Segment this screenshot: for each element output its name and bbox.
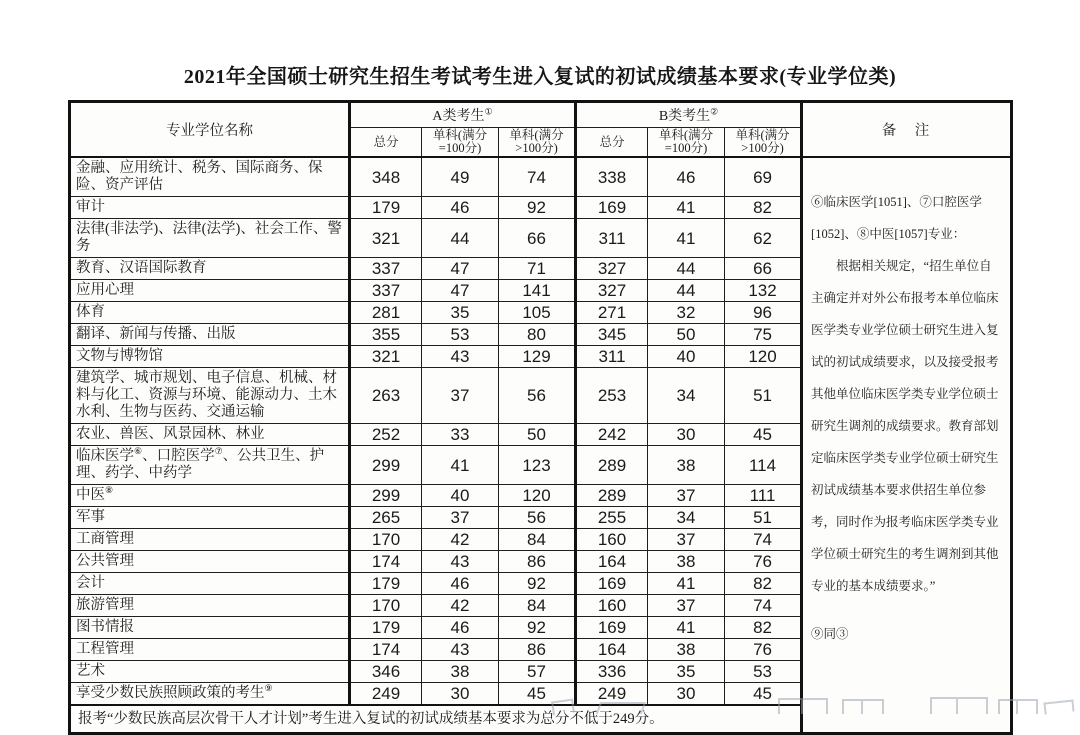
a-score-cell: 80 [499,324,576,346]
degree-name-cell: 体育 [70,302,350,324]
a-score-cell: 38 [422,661,499,683]
a-score-cell: 57 [499,661,576,683]
a-score-cell: 179 [350,617,422,639]
a-score-cell: 86 [499,639,576,661]
a-score-cell: 263 [350,368,422,424]
b-score-cell: 41 [648,573,725,595]
b-score-cell: 169 [576,617,648,639]
a-score-cell: 47 [422,258,499,280]
degree-name-cell: 工商管理 [70,529,350,551]
degree-name-cell: 会计 [70,573,350,595]
a-score-cell: 43 [422,346,499,368]
degree-name-cell: 旅游管理 [70,595,350,617]
b-score-cell: 51 [725,368,802,424]
b-score-cell: 327 [576,280,648,302]
remark-body: 根据相关规定，“招生单位自主确定并对外公布报考本单位临床医学类专业学位硕士研究生进入复试的初试成绩要求，以及接受报考其他单位临床医学类专业学位硕士研究生调剂的成绩要求。教育部划定临床医学类专业学位硕士研究生初试成绩基本要求供招生单位参考，同时作为报考临床医学类专业学位硕士研究生的考生调剂到其他专业的基本成绩要求。” [811,259,999,593]
a-score-cell: 84 [499,595,576,617]
a-score-cell: 265 [350,507,422,529]
col-header-remark: 备 注 [802,102,1012,158]
a-score-cell: 43 [422,639,499,661]
a-score-cell: 174 [350,551,422,573]
degree-name-cell: 审计 [70,197,350,219]
a-score-cell: 120 [499,485,576,507]
a-score-cell: 42 [422,529,499,551]
b-score-cell: 50 [648,324,725,346]
remark-clinical-heading: ⑥临床医学[1051]、⑦口腔医学[1052]、⑧中医[1057]专业： [811,195,982,241]
degree-name-cell: 军事 [70,507,350,529]
a-score-cell: 129 [499,346,576,368]
degree-name-cell: 法律(非法学)、法律(法学)、社会工作、警务 [70,219,350,258]
b-score-cell: 34 [648,507,725,529]
b-score-cell: 114 [725,446,802,485]
a-score-cell: 71 [499,258,576,280]
b-score-cell: 62 [725,219,802,258]
a-score-cell: 43 [422,551,499,573]
b-score-cell: 35 [648,661,725,683]
b-score-cell: 164 [576,551,648,573]
a-score-cell: 321 [350,219,422,258]
degree-name-cell: 金融、应用统计、税务、国际商务、保险、资产评估 [70,157,350,197]
a-score-cell: 33 [422,424,499,446]
a-score-cell: 141 [499,280,576,302]
a-score-cell: 92 [499,573,576,595]
degree-name-cell: 享受少数民族照顾政策的考生⑨ [70,683,350,706]
a-score-cell: 40 [422,485,499,507]
a-score-cell: 299 [350,446,422,485]
b-score-cell: 38 [648,446,725,485]
a-score-cell: 74 [499,157,576,197]
remark-note-9: ⑨同③ [811,627,849,641]
b-score-cell: 82 [725,573,802,595]
b-score-cell: 51 [725,507,802,529]
a-score-cell: 84 [499,529,576,551]
b-score-cell: 37 [648,529,725,551]
degree-name-cell: 艺术 [70,661,350,683]
b-score-cell: 69 [725,157,802,197]
a-score-cell: 50 [499,424,576,446]
a-score-cell: 53 [422,324,499,346]
b-score-cell: 160 [576,595,648,617]
b-score-cell: 74 [725,529,802,551]
table-row [70,157,1012,197]
b-score-cell: 45 [725,424,802,446]
col-header-a-single-100: 单科(满分=100分) [422,128,499,158]
b-score-cell: 37 [648,485,725,507]
b-score-cell: 66 [725,258,802,280]
a-score-cell: 41 [422,446,499,485]
a-score-cell: 170 [350,595,422,617]
b-score-cell: 44 [648,258,725,280]
a-score-cell: 30 [422,683,499,706]
a-score-cell: 92 [499,197,576,219]
a-score-cell: 346 [350,661,422,683]
b-score-cell: 311 [576,219,648,258]
b-score-cell: 338 [576,157,648,197]
remark-cell [802,157,1012,734]
b-score-cell: 76 [725,551,802,573]
a-score-cell: 281 [350,302,422,324]
b-score-cell: 82 [725,617,802,639]
b-score-cell: 253 [576,368,648,424]
degree-name-cell: 图书情报 [70,617,350,639]
col-header-a-single-over-100: 单科(满分>100分) [499,128,576,158]
b-score-cell: 41 [648,617,725,639]
a-score-cell: 249 [350,683,422,706]
b-score-cell: 74 [725,595,802,617]
a-score-cell: 56 [499,368,576,424]
b-score-cell: 44 [648,280,725,302]
b-score-cell: 311 [576,346,648,368]
b-score-cell: 30 [648,424,725,446]
score-table-body [70,157,1012,734]
a-score-cell: 179 [350,197,422,219]
col-header-group-b: B类考生② [576,102,802,128]
b-score-cell: 40 [648,346,725,368]
a-score-cell: 105 [499,302,576,324]
a-score-cell: 355 [350,324,422,346]
a-score-cell: 35 [422,302,499,324]
a-score-cell: 123 [499,446,576,485]
a-score-cell: 348 [350,157,422,197]
header-row-groups [70,102,1012,128]
b-score-cell: 169 [576,573,648,595]
a-score-cell: 46 [422,573,499,595]
score-table [68,100,1013,735]
b-score-cell: 132 [725,280,802,302]
b-score-cell: 38 [648,639,725,661]
b-score-cell: 76 [725,639,802,661]
a-score-cell: 37 [422,368,499,424]
b-score-cell: 249 [576,683,648,706]
a-score-cell: 42 [422,595,499,617]
b-score-cell: 289 [576,446,648,485]
degree-name-cell: 公共管理 [70,551,350,573]
degree-name-cell: 工程管理 [70,639,350,661]
a-score-cell: 46 [422,617,499,639]
b-score-cell: 34 [648,368,725,424]
b-score-cell: 96 [725,302,802,324]
watermark-fragment [1043,699,1074,714]
page-title: 2021年全国硕士研究生招生考试考生进入复试的初试成绩基本要求(专业学位类) [183,66,897,88]
footer-note: 报考“少数民族高层次骨干人才计划”考生进入复试的初试成绩基本要求为总分不低于249分。 [70,705,802,734]
col-header-b-total: 总分 [576,128,648,158]
a-score-cell: 252 [350,424,422,446]
b-score-cell: 53 [725,661,802,683]
a-score-cell: 179 [350,573,422,595]
col-header-b-single-over-100: 单科(满分>100分) [725,128,802,158]
degree-name-cell: 临床医学⑥、口腔医学⑦、公共卫生、护理、药学、中药学 [70,446,350,485]
a-score-cell: 46 [422,197,499,219]
a-score-cell: 56 [499,507,576,529]
a-score-cell: 45 [499,683,576,706]
degree-name-cell: 农业、兽医、风景园林、林业 [70,424,350,446]
b-score-cell: 289 [576,485,648,507]
b-score-cell: 160 [576,529,648,551]
b-score-cell: 327 [576,258,648,280]
b-score-cell: 169 [576,197,648,219]
degree-name-cell: 文物与博物馆 [70,346,350,368]
a-score-cell: 321 [350,346,422,368]
b-score-cell: 45 [725,683,802,706]
b-score-cell: 46 [648,157,725,197]
b-score-cell: 75 [725,324,802,346]
table-header [70,102,1012,158]
b-score-cell: 242 [576,424,648,446]
b-score-cell: 41 [648,197,725,219]
b-score-cell: 37 [648,595,725,617]
degree-name-cell: 建筑学、城市规划、电子信息、机械、材料与化工、资源与环境、能源动力、土木水利、生物与医药、交通运输 [70,368,350,424]
a-score-cell: 86 [499,551,576,573]
a-score-cell: 337 [350,280,422,302]
b-score-cell: 30 [648,683,725,706]
b-score-cell: 32 [648,302,725,324]
b-score-cell: 41 [648,219,725,258]
a-score-cell: 299 [350,485,422,507]
b-score-cell: 164 [576,639,648,661]
b-score-cell: 255 [576,507,648,529]
degree-name-cell: 应用心理 [70,280,350,302]
degree-name-cell: 教育、汉语国际教育 [70,258,350,280]
b-score-cell: 345 [576,324,648,346]
a-score-cell: 337 [350,258,422,280]
b-score-cell: 336 [576,661,648,683]
a-score-cell: 37 [422,507,499,529]
b-score-cell: 82 [725,197,802,219]
b-score-cell: 38 [648,551,725,573]
col-header-a-total: 总分 [350,128,422,158]
degree-name-cell: 中医⑧ [70,485,350,507]
b-score-cell: 271 [576,302,648,324]
a-score-cell: 66 [499,219,576,258]
a-score-cell: 174 [350,639,422,661]
col-header-b-single-100: 单科(满分=100分) [648,128,725,158]
degree-name-cell: 翻译、新闻与传播、出版 [70,324,350,346]
col-header-group-a: A类考生① [350,102,576,128]
a-score-cell: 44 [422,219,499,258]
b-score-cell: 120 [725,346,802,368]
col-header-degree-name: 专业学位名称 [70,102,350,158]
a-score-cell: 170 [350,529,422,551]
b-score-cell: 111 [725,485,802,507]
a-score-cell: 92 [499,617,576,639]
a-score-cell: 47 [422,280,499,302]
a-score-cell: 49 [422,157,499,197]
